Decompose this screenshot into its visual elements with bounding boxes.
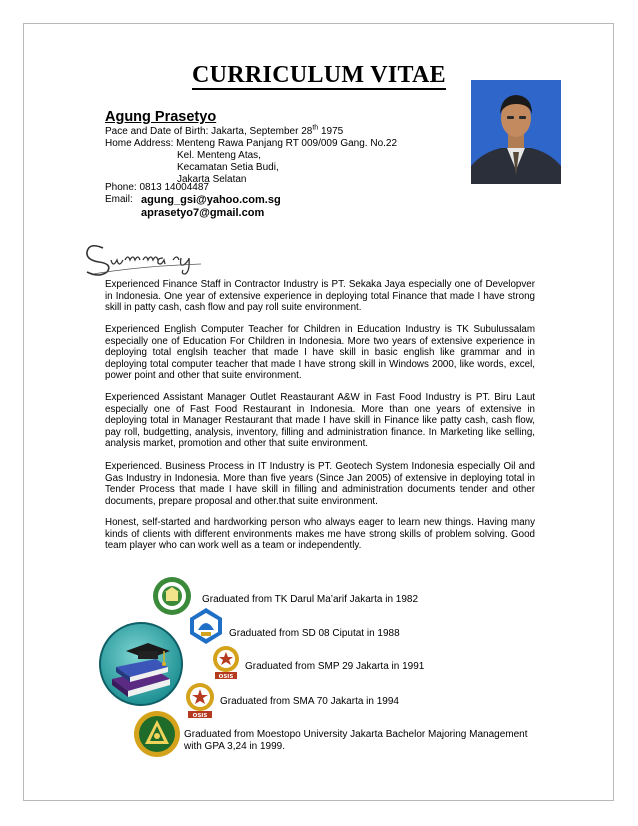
summary-paragraph-2: Experienced English Computer Teacher for Children in Education Industry is TK Subulussalam especially one of Education For Children in Indonesia. More two years of extensive experience in deploying total englsih teacher that made I have skill in basic english like grammar and in deploying total computer teacher that made I have strong skill in Windows 2000, like words, excel, power point and other that suite environment. (105, 324, 535, 382)
education-item-4: Graduated from SMA 70 Jakarta in 1994 (220, 696, 399, 707)
person-name: Agung Prasetyo (105, 109, 217, 125)
osis-emblem-icon (211, 645, 241, 685)
phone: Phone: 0813 14004487 (105, 182, 209, 193)
education-item-5: Graduated from Moestopo University Jakarta Bachelor Majoring Management (184, 729, 528, 740)
education-item-1: Graduated from TK Darul Ma’arif Jakarta in 1982 (202, 594, 419, 605)
address-line-3: Kecamatan Setia Budi, (177, 162, 279, 173)
email-primary[interactable]: agung_gsi@yahoo.com.sg (141, 194, 281, 206)
address-line-2: Kel. Menteng Atas, (177, 150, 261, 161)
tut-wuri-handayani-icon (188, 606, 224, 646)
kindergarten-emblem-icon (152, 576, 192, 616)
summary-paragraph-1: Experienced Finance Staff in Contractor Industry is PT. Sekaka Jaya especially one of Developver in Indonesia. One year of extensive experience in deploying total Finance that made I have strong skill in patty cash, cash flow and pay roll suite environment. (105, 279, 535, 314)
birth-superscript: th (312, 124, 319, 132)
summary-paragraph-5: Honest, self-started and hardworking person who always eager to learn new things. Having many kinds of clients with different environments makes me have strong skills of problem solving. Good team player who can work well as a team or independently. (105, 517, 535, 552)
address-line-4: Jakarta Selatan (177, 174, 247, 185)
profile-photo (471, 80, 561, 184)
address-line-1: Home Address: Menteng Rawa Panjang RT 009/009 Gang. No.22 (105, 138, 398, 149)
university-emblem-icon (133, 710, 181, 758)
svg-text:OSIS: OSIS (218, 674, 234, 680)
birth-year: 1975 (318, 126, 344, 137)
education-item-3: Graduated from SMP 29 Jakarta in 1991 (245, 661, 425, 672)
summary-paragraph-4: Experienced. Business Process in IT Industry is PT. Geotech System Indonesia especially Oil and Gas Industry in Indonesia. More than five years (Since Jan 2005) of extensive in deploying total in Tender Process that made I have skill in filling and administration documents tender and other documents, prepare proposal and other.that suite environment. (105, 461, 535, 507)
svg-text:OSIS: OSIS (192, 713, 208, 719)
osis-emblem-icon-2 (183, 682, 217, 722)
portrait-image (471, 80, 561, 184)
graduation-books-icon (98, 621, 184, 707)
email-label: Email: (105, 194, 133, 205)
summary-heading-script (81, 236, 231, 280)
education-item-5-line-2: with GPA 3,24 in 1999. (184, 741, 285, 752)
education-item-2: Graduated from SD 08 Ciputat in 1988 (229, 628, 400, 639)
birth-text: Pace and Date of Birth: Jakarta, September 28 (105, 126, 313, 137)
birth-info (105, 126, 343, 138)
summary-paragraph-3: Experienced Assistant Manager Outlet Reastaurant A&W in Fast Food Industry is PT. Biru Laut especially one of Fast Food Restaurant in Indonesia. More than one years of extensive in deploying total in Manager Restaurant that made I have skill in Finance like patty cash, cash flow, pay roll, budgetting, analysis, inventory, filling and administration finance. In Marketing like selling, analysis market, promotion and other that suite environment. (105, 392, 535, 450)
email-secondary[interactable]: aprasetyo7@gmail.com (141, 207, 265, 219)
page-title-text: CURRICULUM VITAE (192, 62, 446, 88)
